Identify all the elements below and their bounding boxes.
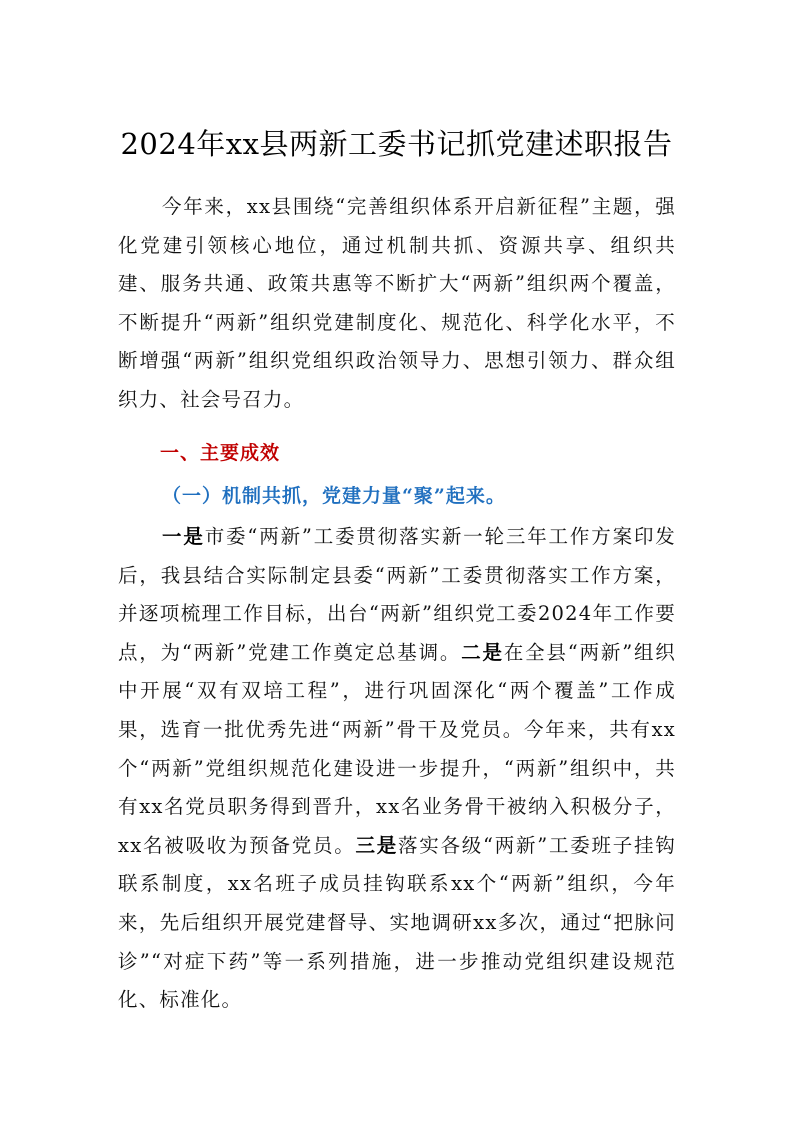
document-title: 2024年xx县两新工委书记抓党建述职报告 [120, 127, 673, 161]
lead-first: 一是 [162, 525, 205, 548]
section-heading-main-results: 一、主要成效 [160, 442, 281, 464]
paragraph-text-second: 在全县“两新”组织中开展“双有双培工程”，进行巩固深化“两个覆盖”工作成果，选育一批优秀先进“两新”骨干及党员。今年来，共有xx个“两新”党组织规范化建设进一步提升，“两新”组织中，共有xx名党员职务得到晋升，xx名业务骨干被纳入积极分子，xx名被吸收为预备党员。 [118, 640, 676, 857]
paragraph-text-third: 落实各级“两新”工委班子挂钩联系制度，xx名班子成员挂钩联系xx个“两新”组织，今年来，先后组织开展党建督导、实地调研xx多次，通过“把脉问诊”“对症下药”等一系列措施，进一步推动党组织建设规范化、标准化。 [118, 833, 676, 1012]
intro-paragraph: 今年来，xx县围绕“完善组织体系开启新征程”主题，强化党建引领核心地位，通过机制共抓、资源共享、组织共建、服务共通、政策共惠等不断扩大“两新”组织两个覆盖，不断提升“两新”组织党建制度化、规范化、科学化水平，不断增强“两新”组织党组织政治领导力、思想引领力、群众组织力、社会号召力。 [118, 195, 676, 411]
paragraph-text-first: 市委“两新”工委贯彻落实新一轮三年工作方案印发后，我县结合实际制定县委“两新”工委贯彻落实工作方案，并逐项梳理工作目标，出台“两新”组织党工委2024年工作要点，为“两新”党建工作奠定总基调。 [118, 525, 676, 664]
lead-second: 二是 [461, 640, 504, 664]
subsection-heading-mechanism: （一）机制共抓，党建力量“聚”起来。 [162, 485, 506, 507]
body-paragraph [118, 518, 676, 1020]
lead-third: 三是 [355, 833, 399, 857]
